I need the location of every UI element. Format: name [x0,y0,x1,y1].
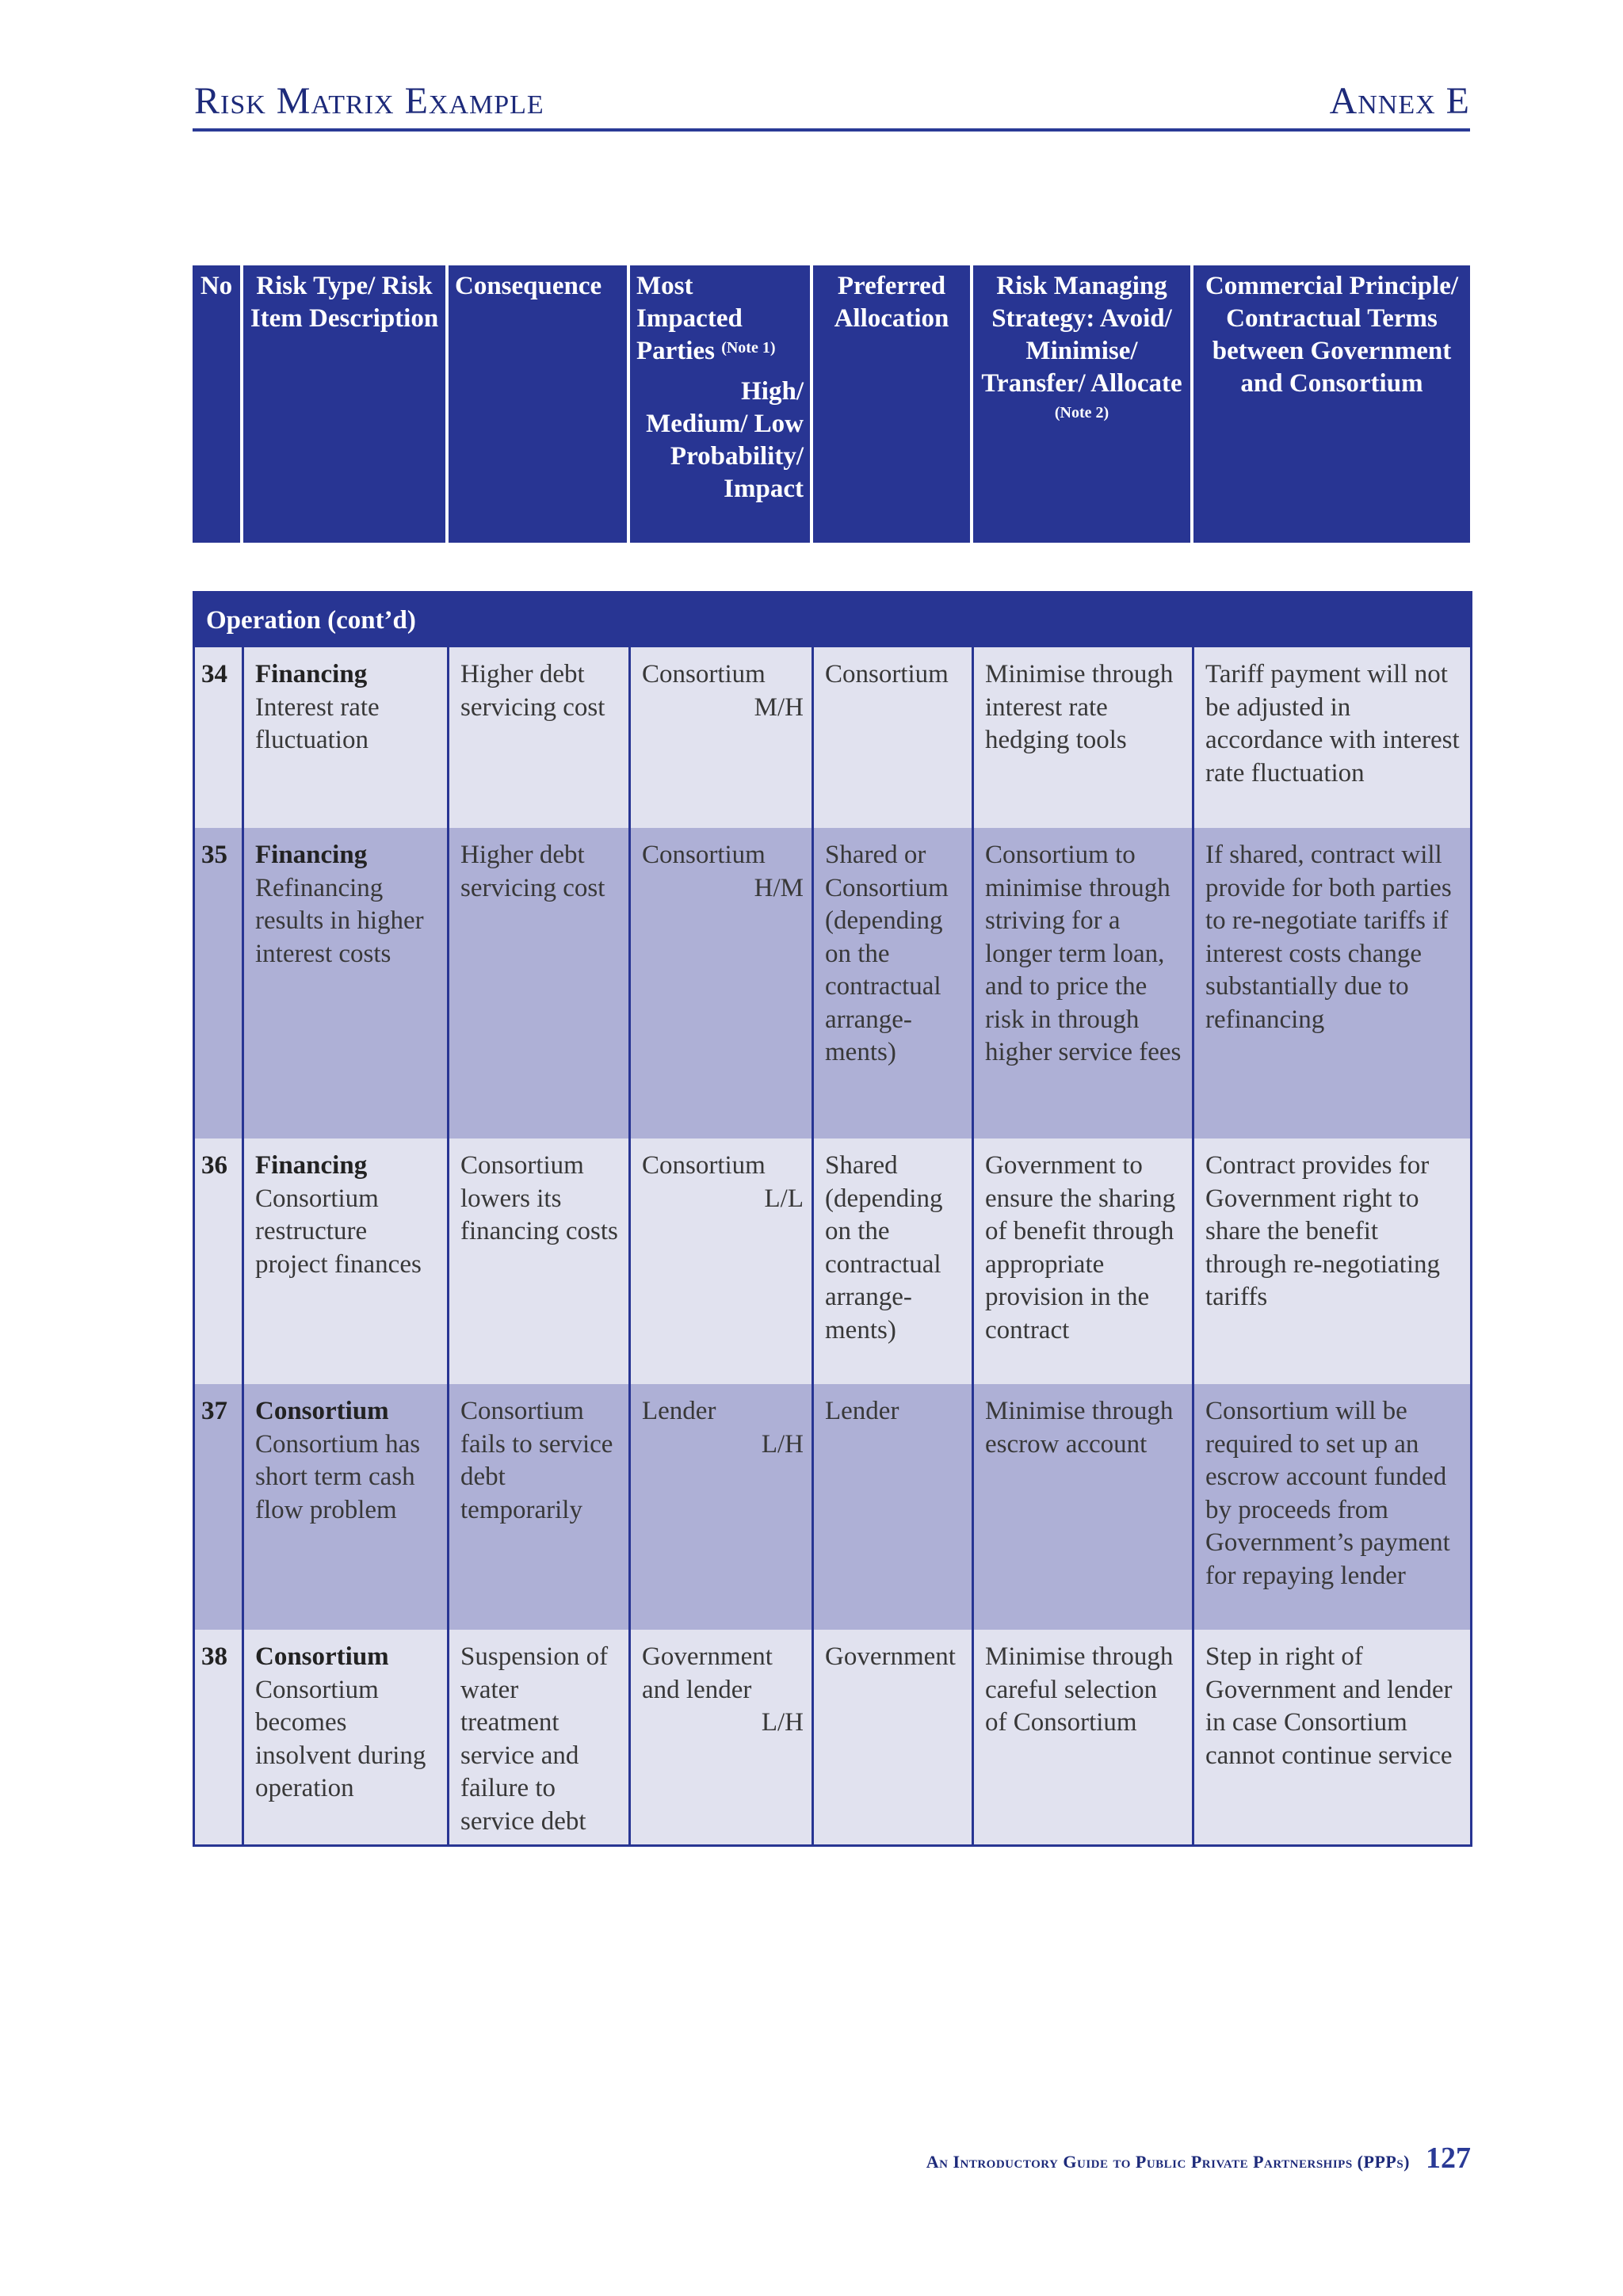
running-head [193,79,1470,132]
allocation-cell: Shared (depending on the contractual arrange-ments) [813,1138,973,1384]
col-header-risk-type: Risk Type/ Risk Item Description [242,265,447,543]
parties-cell [630,1630,813,1846]
probability-impact: H/M [754,873,804,902]
risk-item: Refinancing results in higher interest costs [255,873,424,968]
strategy-cell: Minimise through escrow account [973,1384,1193,1630]
parties-cell [630,647,813,828]
allocation-cell: Consortium [813,647,973,828]
risk-item: Consortium restructure project finances [255,1184,422,1279]
impacted-parties: Consortium [642,1151,766,1180]
table-row [194,1138,1472,1384]
row-no: 36 [194,1138,243,1384]
risk-type: Consortium [255,1397,389,1425]
consequence-cell: Higher debt servicing cost [449,647,630,828]
allocation-cell: Shared or Consortium (depending on the contractual arrange-ments) [813,828,973,1138]
page-number: 127 [1426,2142,1471,2175]
risk-type: Consortium [255,1642,389,1671]
commercial-cell: If shared, contract will provide for both parties to re-negotiate tariffs if interest costs change substantially due to refinancing [1193,828,1472,1138]
commercial-cell: Consortium will be required to set up an escrow account funded by proceeds from Government’s payment for repaying lender [1193,1384,1472,1630]
probability-impact: M/H [754,692,804,722]
risk-item: Interest rate fluctuation [255,692,380,754]
impacted-parties: Government and lender [642,1642,773,1704]
risk-item: Consortium becomes insolvent during operation [255,1675,426,1802]
annex-label: Annex E [1329,80,1470,122]
strategy-cell: Government to ensure the sharing of benefit through appropriate provision in the contract [973,1138,1193,1384]
risk-cell [243,647,449,828]
col-header-preferred-allocation: Preferred Allocation [812,265,972,543]
commercial-cell: Step in right of Government and lender in case Consortium cannot continue service [1193,1630,1472,1846]
col-header-strategy: Risk Managing Strategy: Avoid/ Minimise/ Transfer/ Allocate $^{(Note 2)}$ [972,265,1192,543]
risk-type: Financing [255,841,368,869]
col-header-no: No [193,265,242,543]
col-header-consequence: Consequence [447,265,628,543]
strategy-cell: Consortium to minimise through striving for a longer term loan, and to price the risk in through higher service fees [973,828,1193,1138]
table-row [194,1384,1472,1630]
consequence-cell: Higher debt servicing cost [449,828,630,1138]
consequence-cell: Consortium lowers its financing costs [449,1138,630,1384]
parties-cell [630,828,813,1138]
risk-matrix-table [193,591,1472,1847]
strategy-cell: Minimise through careful selection of Consortium [973,1630,1193,1846]
impacted-parties: Consortium [642,841,766,869]
risk-type: Financing [255,660,368,688]
col-header-impacted-parties: Most Impacted Parties $^{(Note 1)}$ High/ Medium/ Low Probability/ Impact [628,265,812,543]
page-footer [816,2141,1471,2180]
impacted-parties: Consortium [642,660,766,688]
row-no: 34 [194,647,243,828]
page-title: Risk Matrix Example [194,80,544,122]
probability-label: High/ Medium/ Low Probability/ Impact [646,377,804,503]
risk-cell [243,1384,449,1630]
consequence-cell: Suspension of water treatment service and failure to service debt [449,1630,630,1846]
probability-impact: L/H [761,1708,804,1737]
parties-cell [630,1138,813,1384]
probability-impact: L/L [764,1184,804,1213]
row-no: 37 [194,1384,243,1630]
allocation-cell: Lender [813,1384,973,1630]
risk-cell [243,828,449,1138]
table-row [194,828,1472,1138]
risk-type: Financing [255,1151,368,1180]
col-header-commercial: Commercial Principle/ Contractual Terms between Government and Consortium [1192,265,1470,543]
allocation-cell: Government [813,1630,973,1846]
commercial-cell: Tariff payment will not be adjusted in accordance with interest rate fluctuation [1193,647,1472,828]
strategy-cell: Minimise through interest rate hedging tools [973,647,1193,828]
section-row [194,593,1472,648]
risk-cell [243,1630,449,1846]
probability-impact: L/H [761,1429,804,1459]
consequence-cell: Consortium fails to service debt temporarily [449,1384,630,1630]
row-no: 38 [194,1630,243,1846]
column-header-table [193,265,1470,543]
note-1-ref: (Note 1) [721,339,776,357]
table-row [194,647,1472,828]
risk-item: Consortium has short term cash flow problem [255,1429,421,1524]
parties-cell [630,1384,813,1630]
risk-cell [243,1138,449,1384]
section-title: Operation (cont’d) [194,593,1472,648]
commercial-cell: Contract provides for Government right to share the benefit through re-negotiating tariffs [1193,1138,1472,1384]
table-row [194,1630,1472,1846]
impacted-parties: Lender [642,1397,716,1425]
row-no: 35 [194,828,243,1138]
footer-title: An Introductory Guide to Public Private Partnerships (PPPs) [926,2152,1410,2172]
note-2-ref: (Note 2) [1054,404,1109,421]
